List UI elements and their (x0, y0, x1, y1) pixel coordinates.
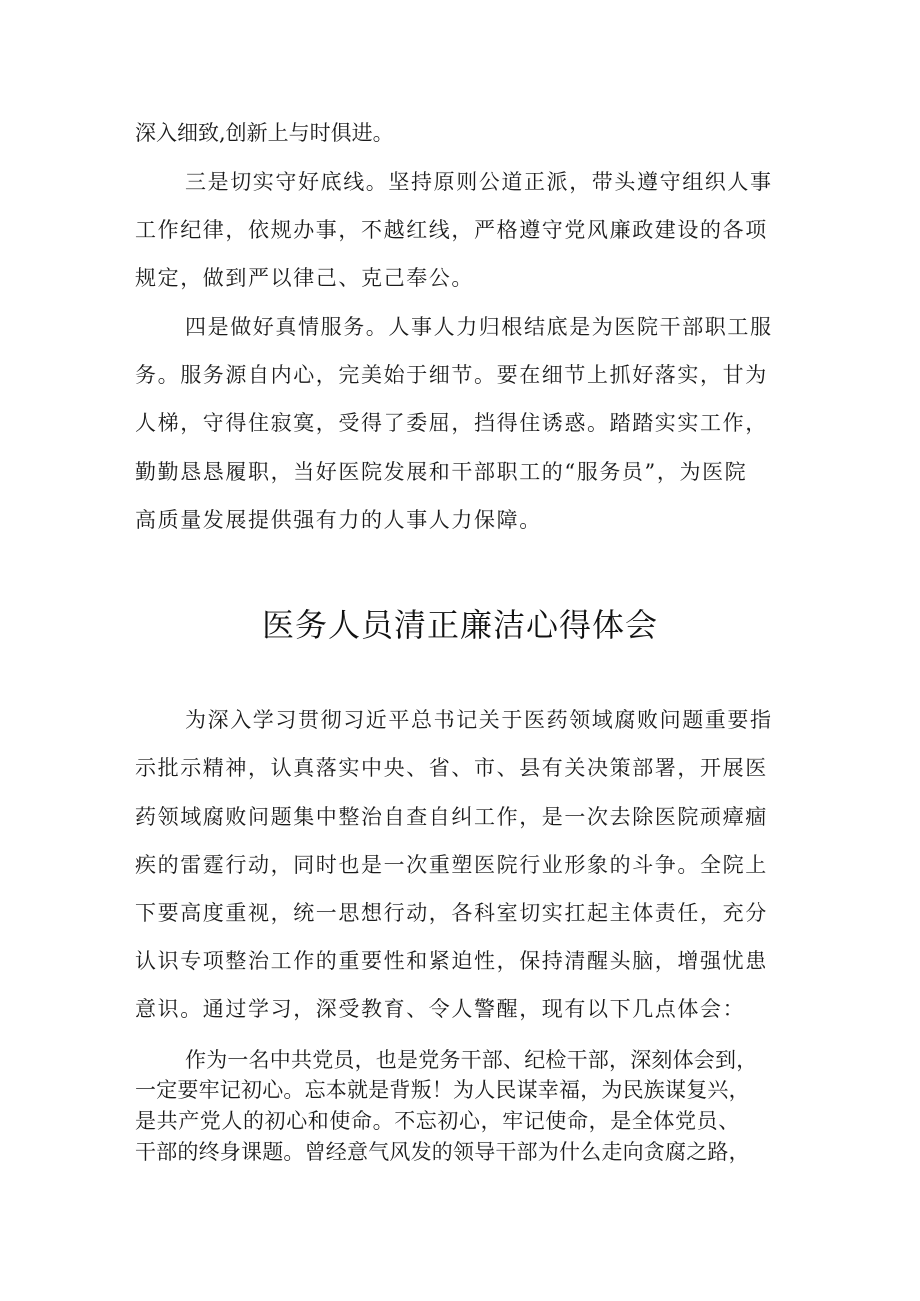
article-title: 医务人员清正廉洁心得体会 (261, 606, 658, 644)
paragraph-line: 疾的雷霆行动，同时也是一次重塑医院行业形象的斗争。全院上 (135, 853, 768, 877)
paragraph-line: 下要高度重视，统一思想行动，各科室切实扛起主体责任，充分 (135, 901, 768, 925)
paragraph-line: 深入细致,创新上与时俱进。 (135, 121, 394, 145)
paragraph-line: 作为一名中共党员，也是党务干部、纪检干部，深刻体会到， (185, 1048, 758, 1072)
paragraph-line: 工作纪律，依规办事，不越红线，严格遵守党风廉政建设的各项 (135, 218, 768, 242)
paragraph-line: 示批示精神，认真落实中央、省、市、县有关决策部署，开展医 (135, 756, 768, 780)
paragraph-line: 为深入学习贯彻习近平总书记关于医药领域腐败问题重要指 (185, 708, 773, 732)
paragraph-line: 药领域腐败问题集中整治自查自纠工作，是一次去除医院顽瘴痼 (135, 805, 768, 829)
paragraph-line: 规定，做到严以律己、克己奉公。 (135, 266, 474, 290)
paragraph-line: 一定要牢记初心。忘本就是背叛！为人民谋幸福，为民族谋复兴， (135, 1078, 750, 1102)
paragraph-line: 四是做好真情服务。人事人力归根结底是为医院干部职工服 (185, 315, 773, 339)
paragraph-line: 认识专项整治工作的重要性和紧迫性，保持清醒头脑，增强忧患 (135, 949, 768, 973)
paragraph-line: 高质量发展提供强有力的人事人力保障。 (135, 508, 542, 532)
paragraph-line: 勤勤恳恳履职，当好医院发展和干部职工的“服务员”，为医院 (135, 460, 748, 484)
paragraph-line: 意识。通过学习，深受教育、令人警醒，现有以下几点体会： (135, 997, 746, 1021)
paragraph-line: 务。服务源自内心，完美始于细节。要在细节上抓好落实，甘为 (135, 363, 768, 387)
paragraph-line: 是共产党人的初心和使命。不忘初心，牢记使命，是全体党员、 (135, 1109, 740, 1133)
paragraph-line: 干部的终身课题。曾经意气风发的领导干部为什么走向贪腐之路， (135, 1140, 750, 1164)
paragraph-line: 三是切实守好底线。坚持原则公道正派，带头遵守组织人事 (185, 170, 773, 194)
paragraph-line: 人梯，守得住寂寞，受得了委屈，挡得住诱惑。踏踏实实工作， (135, 411, 768, 435)
